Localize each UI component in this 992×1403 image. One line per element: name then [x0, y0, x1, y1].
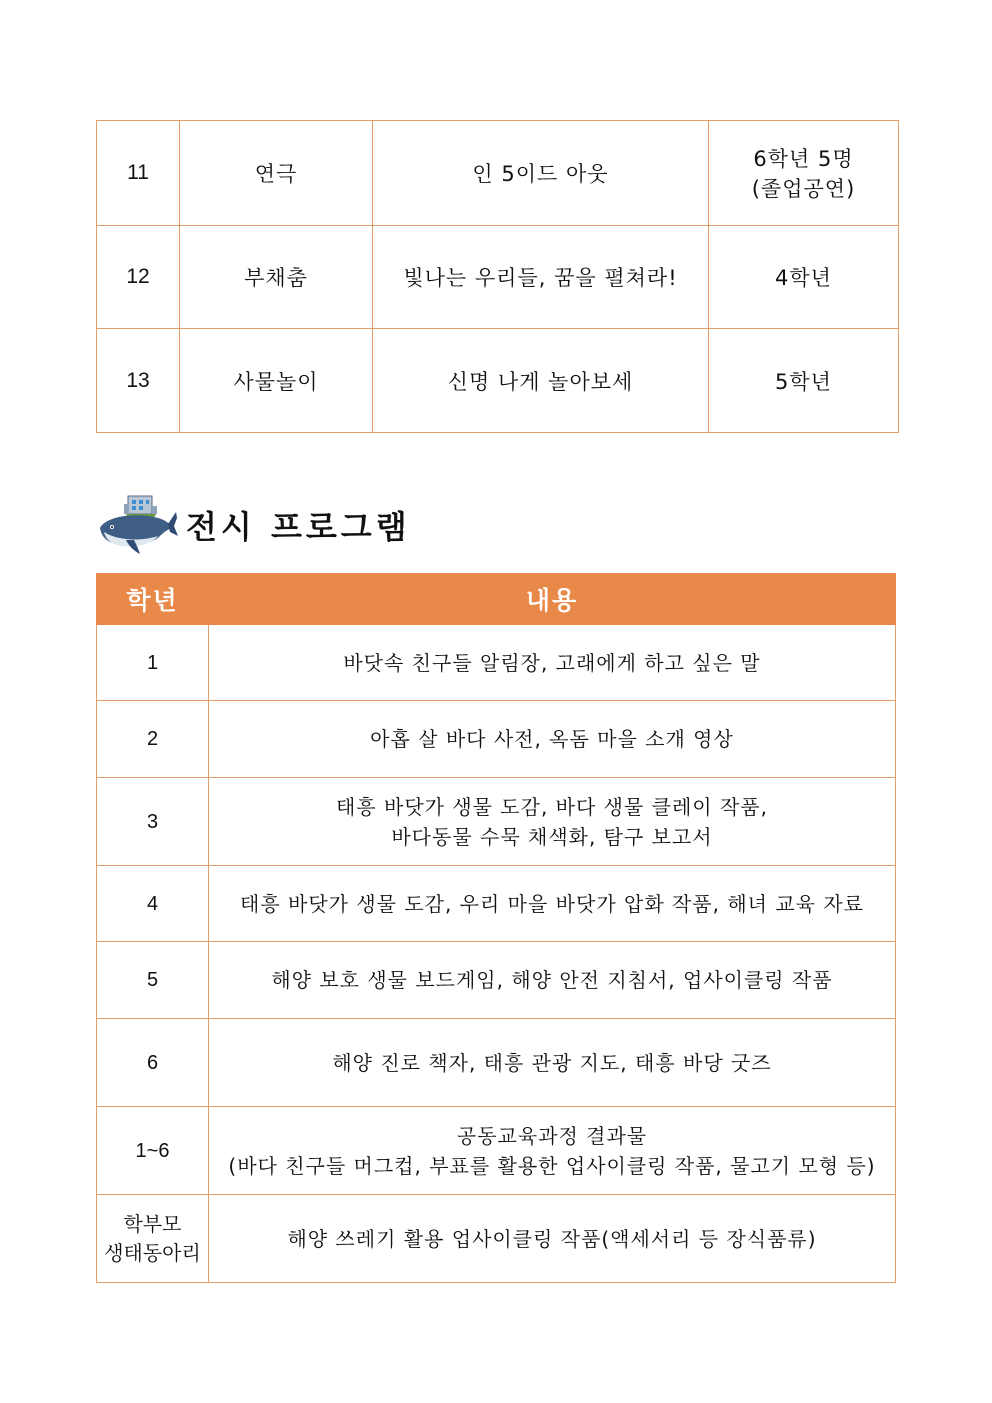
content-cell	[209, 942, 896, 1019]
performer-line: 5학년	[775, 369, 832, 394]
grade-line: 학부모	[123, 1211, 182, 1236]
table-row	[97, 329, 899, 433]
grade-cell	[97, 1195, 209, 1283]
content-cell	[209, 866, 896, 942]
content-cell	[209, 778, 896, 866]
performer-line: 6학년 5명	[753, 147, 854, 171]
table-row	[97, 226, 899, 329]
content-line: 공동교육과정 결과물	[456, 1123, 648, 1148]
table-row	[97, 701, 896, 778]
content-cell	[209, 1107, 896, 1195]
content-line: 해양 보호 생물 보드게임, 해양 안전 지침서, 업사이클링 작품	[271, 968, 833, 992]
genre-cell: 부채춤	[180, 226, 373, 329]
genre-cell: 연극	[180, 121, 373, 226]
content-cell	[209, 701, 896, 778]
performance-table	[96, 120, 899, 433]
content-line: 아홉 살 바다 사전, 옥돔 마을 소개 영상	[370, 727, 734, 751]
title-cell: 인 5이드 아웃	[373, 121, 709, 226]
table-row	[97, 866, 896, 942]
grade-cell: 5	[97, 942, 209, 1019]
performer-cell	[709, 226, 899, 329]
section-title: 전시 프로그램	[186, 508, 411, 546]
performer-note: (졸업공연)	[751, 177, 856, 201]
column-header-grade: 학년	[97, 574, 209, 625]
table-row	[97, 1107, 896, 1195]
content-line: 태흥 바닷가 생물 도감, 바다 생물 클레이 작품,	[336, 794, 768, 819]
whale-icon	[96, 494, 178, 556]
content-line: (바다 친구들 머그컵, 부표를 활용한 업사이클링 작품, 물고기 모형 등)	[228, 1153, 876, 1178]
table-row	[97, 121, 899, 226]
grade-cell: 1~6	[97, 1107, 209, 1195]
grade-cell: 1	[97, 625, 209, 701]
grade-line: 생태동아리	[104, 1240, 201, 1265]
row-number: 11	[97, 121, 180, 226]
row-number: 12	[97, 226, 180, 329]
genre-cell: 사물놀이	[180, 329, 373, 433]
table-header-row	[97, 574, 896, 625]
table-row	[97, 625, 896, 701]
content-line: 해양 진로 책자, 태흥 관광 지도, 태흥 바당 굿즈	[332, 1050, 772, 1075]
content-cell	[209, 1195, 896, 1283]
table-row	[97, 1195, 896, 1283]
exhibition-table	[96, 573, 896, 1283]
column-header-content: 내용	[209, 574, 896, 625]
section-heading	[96, 494, 596, 556]
grade-cell: 2	[97, 701, 209, 778]
grade-cell: 4	[97, 866, 209, 942]
row-number: 13	[97, 329, 180, 433]
title-cell: 빛나는 우리들, 꿈을 펼쳐라!	[373, 226, 709, 329]
table-row	[97, 1019, 896, 1107]
content-line: 바닷속 친구들 알림장, 고래에게 하고 싶은 말	[343, 650, 761, 675]
performer-cell	[709, 121, 899, 226]
content-cell	[209, 1019, 896, 1107]
grade-cell: 3	[97, 778, 209, 866]
content-line: 태흥 바닷가 생물 도감, 우리 마을 바닷가 압화 작품, 해녀 교육 자료	[240, 891, 864, 916]
grade-cell: 6	[97, 1019, 209, 1107]
performer-cell	[709, 329, 899, 433]
table-row	[97, 778, 896, 866]
table-row	[97, 942, 896, 1019]
content-line: 바다동물 수묵 채색화, 탐구 보고서	[391, 824, 713, 849]
performer-line: 4학년	[775, 266, 832, 290]
content-line: 해양 쓰레기 활용 업사이클링 작품(액세서리 등 장식품류)	[287, 1226, 817, 1251]
title-cell: 신명 나게 놀아보세	[373, 329, 709, 433]
content-cell	[209, 625, 896, 701]
